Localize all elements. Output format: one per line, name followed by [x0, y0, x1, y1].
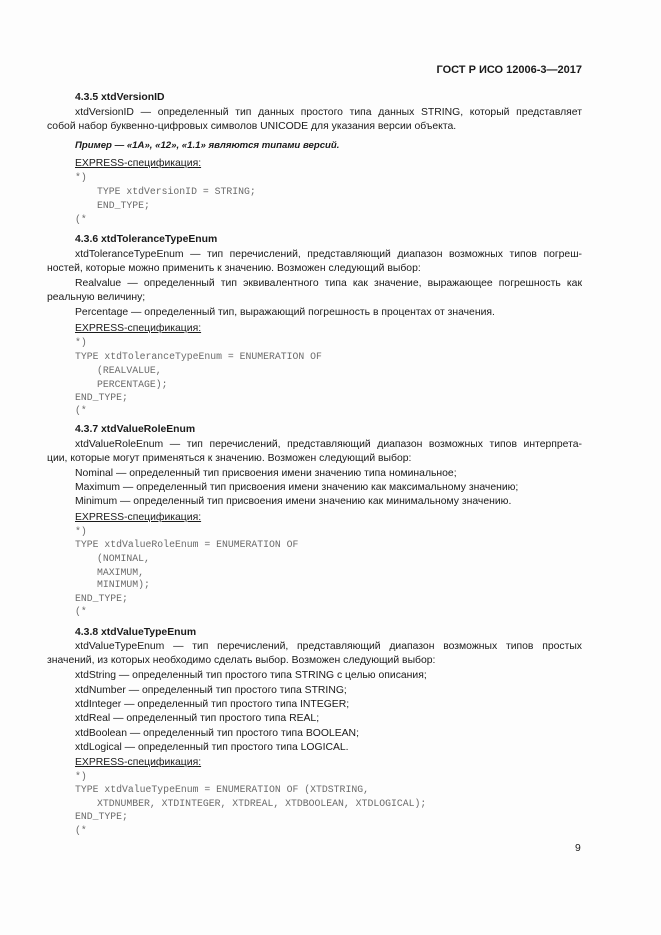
code-line: (* — [75, 606, 87, 617]
paragraph-line: xtdBoolean — определенный тип простого типа BOOLEAN; — [75, 728, 359, 739]
code-line: MINIMUM); — [97, 579, 150, 590]
express-spec-label: EXPRESS-спецификация: — [75, 757, 202, 768]
express-spec-label: EXPRESS-спецификация: — [75, 158, 202, 169]
paragraph-line: xtdString — определенный тип простого типа STRING с целью описания; — [75, 670, 427, 681]
paragraph-line: xtdLogical — определенный тип простого типа LOGICAL. — [75, 742, 349, 753]
section-heading: 4.3.6 xtdToleranceTypeEnum — [75, 234, 218, 245]
document-header: ГОСТ Р ИСО 12006-3—2017 — [436, 64, 582, 76]
paragraph-line: xtdInteger — определенный тип простого типа INTEGER; — [75, 699, 350, 710]
section-heading: 4.3.8 xtdValueTypeEnum — [75, 627, 197, 638]
paragraph-line: xtdVersionID — определенный тип данных простого типа данных STRING, который представляет — [75, 107, 582, 118]
code-line: TYPE xtdVersionID = STRING; — [97, 186, 256, 197]
paragraph-line: Maximum — определенный тип присвоения имени значению как максимальному значению; — [75, 482, 519, 493]
code-line: TYPE xtdToleranceTypeEnum = ENUMERATION OF — [75, 351, 322, 362]
paragraph-line: реальную величину; — [47, 292, 146, 303]
paragraph-line: xtdToleranceTypeEnum — тип перечислений, представляющий диапазон возможных типов погреш- — [75, 249, 582, 260]
paragraph-line: значений, из которых необходимо сделать выбор. Возможен следующий выбор: — [47, 655, 436, 666]
paragraph-line: Nominal — определенный тип присвоения имени значению типа номинальное; — [75, 468, 457, 479]
paragraph-line: Percentage — определенный тип, выражающий погрешность в процентах от значения. — [75, 307, 495, 318]
example-note: Пример — «1A», «12», «1.1» являются типами версий. — [75, 140, 340, 151]
code-line: (REALVALUE, — [97, 365, 162, 376]
paragraph-line: xtdValueTypeEnum — тип перечислений, представляющий диапазон возможных типов простых — [75, 641, 582, 652]
paragraph-line: xtdReal — определенный тип простого типа REAL; — [75, 713, 320, 724]
section-heading: 4.3.7 xtdValueRoleEnum — [75, 424, 196, 435]
page-number: 9 — [575, 843, 581, 854]
code-line: *) — [75, 771, 87, 782]
code-line: XTDNUMBER, XTDINTEGER, XTDREAL, XTDBOOLEAN, XTDLOGICAL); — [97, 798, 427, 809]
paragraph-line: ностей, которые можно применить к значению. Возможен следующий выбор: — [47, 263, 421, 274]
code-line: TYPE xtdValueTypeEnum = ENUMERATION OF (XTDSTRING, — [75, 784, 369, 795]
paragraph-line: xtdValueRoleEnum — тип перечислений, представляющий диапазон возможных типов интерпрета- — [75, 439, 582, 450]
code-line: END_TYPE; — [75, 593, 128, 604]
code-line: END_TYPE; — [75, 392, 128, 403]
code-line: *) — [75, 172, 87, 183]
code-line: TYPE xtdValueRoleEnum = ENUMERATION OF — [75, 539, 299, 550]
paragraph-line: xtdNumber — определенный тип простого типа STRING; — [75, 685, 347, 696]
paragraph-line: ции, которые могут применяться к значению. Возможен следующий выбор: — [47, 453, 412, 464]
code-line: (* — [75, 825, 87, 836]
code-line: END_TYPE; — [97, 200, 150, 211]
express-spec-label: EXPRESS-спецификация: — [75, 512, 202, 523]
code-line: *) — [75, 526, 87, 537]
code-line: PERCENTAGE); — [97, 379, 168, 390]
section-heading: 4.3.5 xtdVersionID — [75, 92, 165, 103]
code-line: (* — [75, 214, 87, 225]
code-line: END_TYPE; — [75, 811, 128, 822]
paragraph-line: Minimum — определенный тип присвоения имени значению как минимальному значению. — [75, 496, 512, 507]
code-line: (NOMINAL, — [97, 553, 150, 564]
code-line: MAXIMUM, — [97, 567, 145, 578]
express-spec-label: EXPRESS-спецификация: — [75, 323, 202, 334]
paragraph-line: собой набор буквенно-цифровых символов UNICODE для указания версии объекта. — [47, 121, 457, 132]
code-line: (* — [75, 405, 87, 416]
paragraph-line: Realvalue — определенный тип эквивалентного типа как значение, выражающее погрешность как — [75, 278, 582, 289]
code-line: *) — [75, 337, 87, 348]
